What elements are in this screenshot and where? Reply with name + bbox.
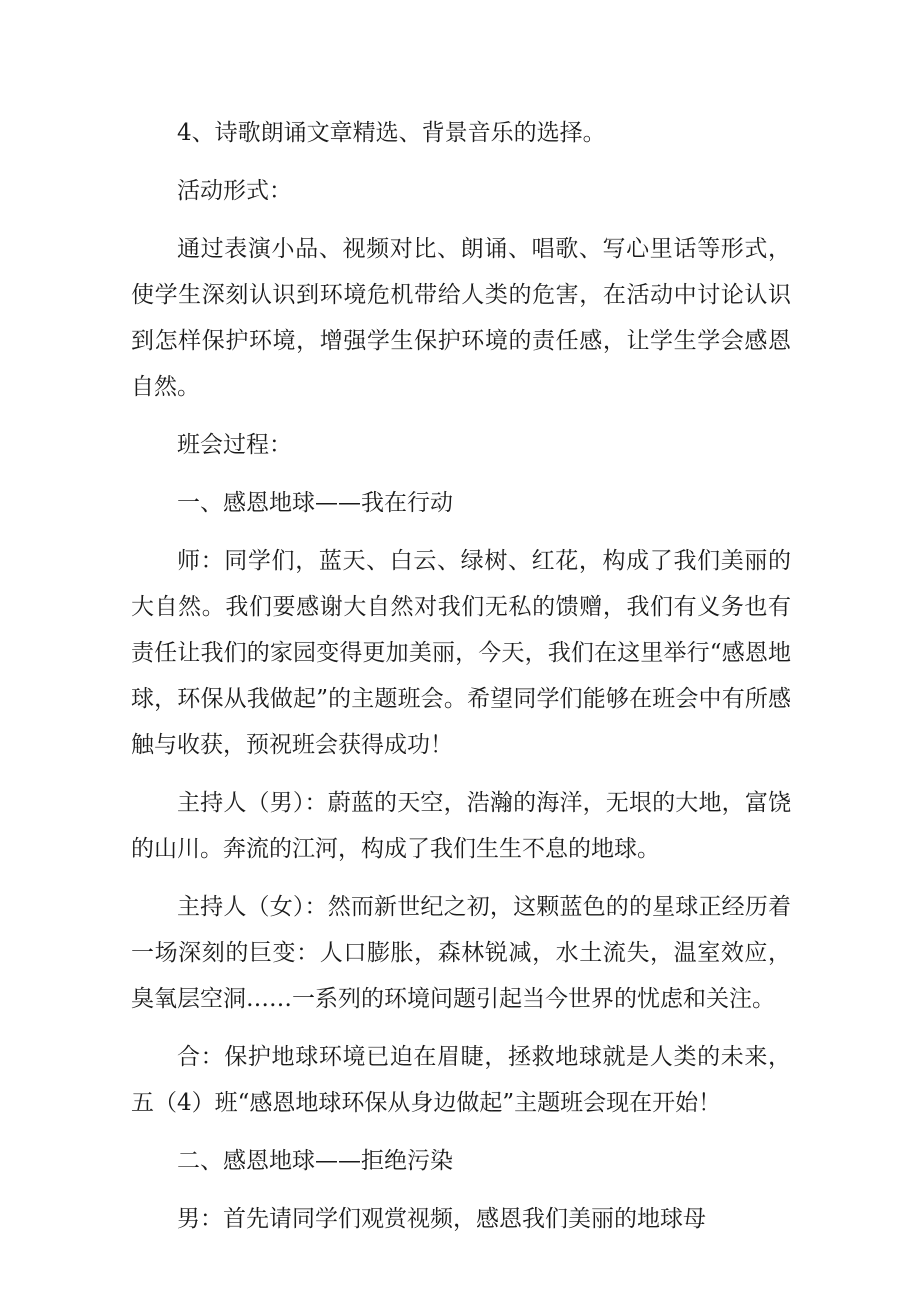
paragraph-activity-description: 通过表演小品、视频对比、朗诵、唱歌、写心里话等形式，使学生深刻认识到环境危机带给人类的危害，在活动中讨论认识到怎样保护环境，增强学生保护环境的责任感，让学生学会感恩自然。 [131,236,791,400]
section-label-activity-form: 活动形式： [177,178,292,204]
document-body [131,110,791,1254]
paragraph-male-video: 男：首先请同学们观赏视频，感恩我们美丽的地球母 [177,1206,706,1232]
paragraph-together: 合：保护地球环境已迫在眉睫，拯救地球就是人类的未来，五（4）班“感恩地球环保从身边做起”主题班会现在开始！ [131,1044,791,1116]
list-item-poetry-selection: 4、诗歌朗诵文章精选、背景音乐的选择。 [177,120,606,146]
paragraph-teacher-speech: 师：同学们，蓝天、白云、绿树、红花，构成了我们美丽的大自然。我们要感谢大自然对我们无私的馈赠，我们有义务也有责任让我们的家园变得更加美丽，今天，我们在这里举行“感恩地球，环保从我做起”的主题班会。希望同学们能够在班会中有所感触与收获，预祝班会获得成功！ [131,548,791,758]
paragraph-male-host: 主持人（男）：蔚蓝的天空，浩瀚的海洋，无垠的大地，富饶的山川。奔流的江河，构成了我们生生不息的地球。 [131,790,791,862]
section-heading-part-two: 二、感恩地球——拒绝污染 [177,1148,453,1174]
paragraph-female-host: 主持人（女）：然而新世纪之初，这颗蓝色的的星球正经历着一场深刻的巨变：人口膨胀，森林锐减，水土流失，温室效应，臭氧层空洞……一系列的环境问题引起当今世界的忧虑和关注。 [131,894,791,1012]
section-label-meeting-process: 班会过程： [177,432,292,458]
section-heading-part-one: 一、感恩地球——我在行动 [177,490,453,516]
